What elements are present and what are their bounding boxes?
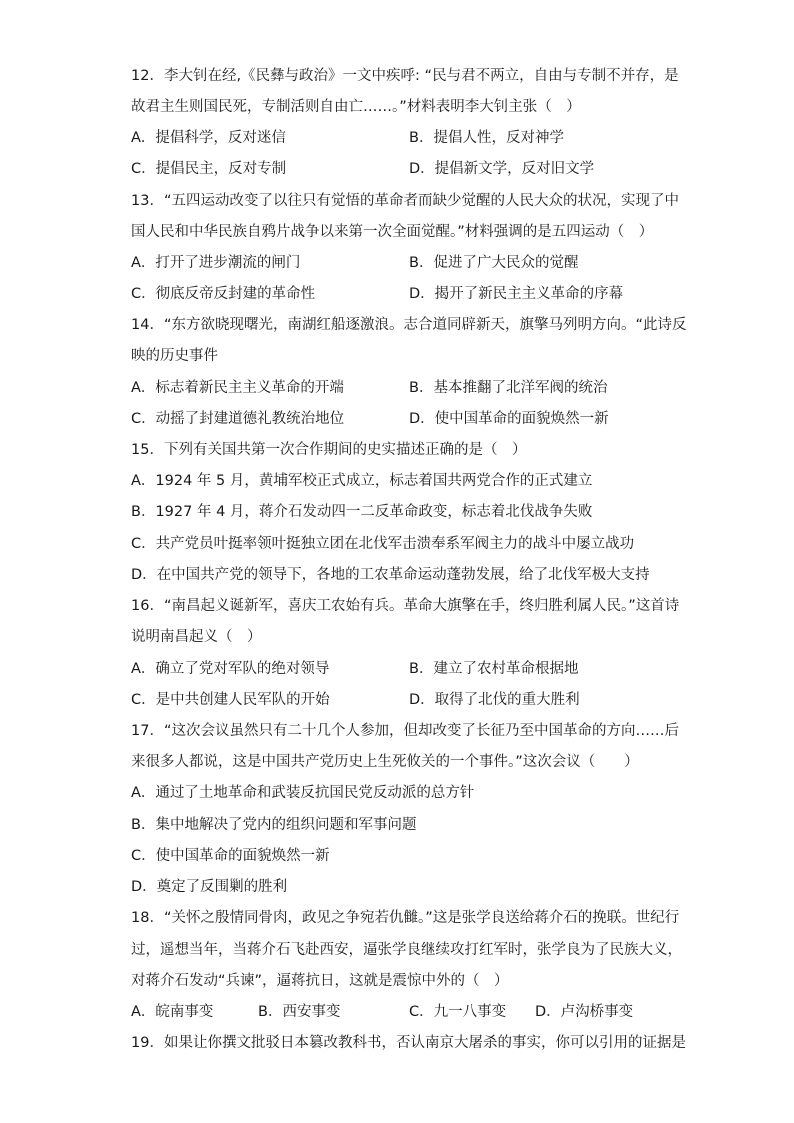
q18-option-a: A．皖南事变: [131, 1004, 214, 1020]
q15-option-c: C．共产党员叶挺率领叶挺独立团在北伐军击溃奉系军阀主力的战斗中屡立战功: [131, 536, 635, 552]
q19-stem-line-1: 19．如果让你撰文批驳日本篡改教科书，否认南京大屠杀的事实，你可以引用的证据是: [131, 1035, 686, 1051]
q18-option-b: B．西安事变: [258, 1004, 341, 1020]
q18-option-c: C．九一八事变: [409, 1004, 507, 1020]
q12-stem-line-2: 故君主生则国民死，专制活则自由亡……。”材料表明李大钊主张（ ）: [131, 99, 581, 115]
q13-option-b: B．促进了广大民众的觉醒: [409, 255, 579, 271]
q13-option-a: A．打开了进步潮流的闸门: [131, 255, 301, 271]
q17-option-a: A．通过了土地革命和武装反抗国民党反动派的总方针: [131, 785, 475, 801]
q17-option-c: C．使中国革命的面貌焕然一新: [131, 848, 330, 864]
q16-stem-line-1: 16．“南昌起义诞新军，喜庆工农始有兵。革命大旗擎在手，终归胜利属人民。”这首诗: [131, 598, 680, 614]
q15-stem-line-1: 15．下列有关国共第一次合作期间的史实描述正确的是（ ）: [131, 442, 527, 458]
q18-stem-line-2: 过，遥想当年，当蒋介石飞赴西安，逼张学良继续攻打红军时，张学良为了民族大义，: [131, 942, 682, 958]
q17-stem-line-2: 来很多人都说，这是中国共产党历史上生死攸关的一个事件。”这次会议（ ）: [131, 754, 639, 770]
q16-option-c: C．是中共创建人民军队的开始: [131, 692, 330, 708]
q14-stem-line-1: 14．“东方欲晓现曙光，南湖红船逐激浪。志合道同辟新天，旗擎马列明方向。“此诗反: [131, 317, 687, 333]
q12-option-a: A．提倡科学，反对迷信: [131, 130, 286, 146]
q13-stem-line-1: 13．“五四运动改变了以往只有觉悟的革命者而缺少觉醒的人民大众的状况，实现了中: [131, 193, 679, 209]
q12-stem-line-1: 12．李大钊在经,《民彝与政治》一文中疾呼: “民与君不两立，自由与专制不并存，是: [131, 68, 679, 84]
q18-stem-line-1: 18．“关怀之殷情同骨肉，政见之争宛若仇雠。”这是张学良送给蒋介石的挽联。世纪行: [131, 910, 680, 926]
q16-option-d: D．取得了北伐的重大胜利: [409, 692, 580, 708]
q15-option-b: B．1927 年 4 月，蒋介石发动四一二反革命政变，标志着北伐战争失败: [131, 504, 593, 520]
q12-option-d: D．提倡新文学，反对旧文学: [409, 161, 595, 177]
q18-option-d: D．卢沟桥事变: [535, 1004, 634, 1020]
q13-option-d: D．揭开了新民主主义革命的序幕: [409, 286, 624, 302]
q14-option-b: B．基本推翻了北洋军阀的统治: [409, 380, 608, 396]
q17-option-b: B．集中地解决了党内的组织问题和军事问题: [131, 817, 417, 833]
q16-option-a: A．确立了党对军队的绝对领导: [131, 661, 330, 677]
q13-option-c: C．彻底反帝反封建的革命性: [131, 286, 316, 302]
q14-option-c: C．动摇了封建道德礼教统治地位: [131, 411, 345, 427]
q13-stem-line-2: 国人民和中华民族自鸦片战争以来第一次全面觉醒。”材料强调的是五四运动（ ）: [131, 224, 654, 240]
q14-stem-line-2: 映的历史事件: [131, 348, 218, 364]
q15-option-d: D．在中国共产党的领导下，各地的工农革命运动蓬勃发展，给了北伐军极大支持: [131, 567, 650, 583]
q14-option-d: D．使中国革命的面貌焕然一新: [409, 411, 609, 427]
q16-stem-line-2: 说明南昌起义（ ）: [131, 629, 262, 645]
q15-option-a: A．1924 年 5 月，黄埔军校正式成立，标志着国共两党合作的正式建立: [131, 473, 593, 489]
q12-option-b: B．提倡人性，反对神学: [409, 130, 564, 146]
q16-option-b: B．建立了农村革命根据地: [409, 661, 579, 677]
q14-option-a: A．标志着新民主主义革命的开端: [131, 380, 344, 396]
q12-option-c: C．提倡民主，反对专制: [131, 161, 287, 177]
q17-option-d: D．奠定了反围剿的胜利: [131, 879, 288, 895]
q17-stem-line-1: 17．“这次会议虽然只有二十几个人参加，但却改变了长征乃至中国革命的方向……后: [131, 723, 679, 739]
q18-stem-line-3: 对蒋介石发动“兵谏”，逼蒋抗日，这就是震惊中外的（ ）: [131, 973, 509, 989]
